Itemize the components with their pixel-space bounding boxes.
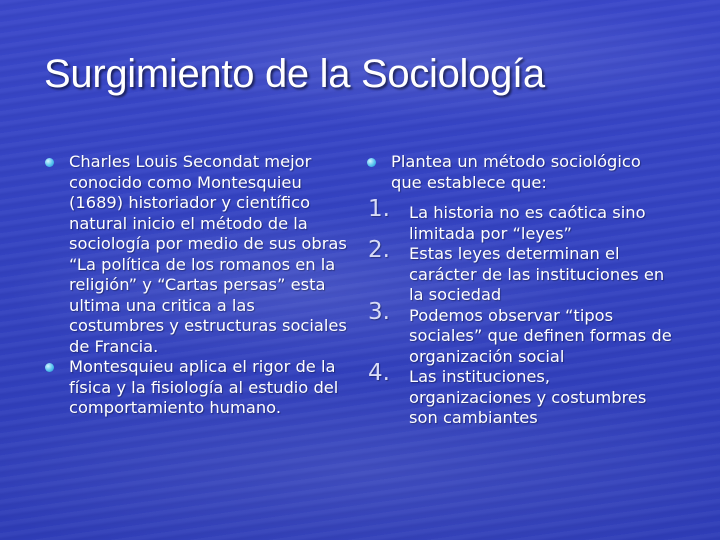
bullet-dot-icon bbox=[367, 158, 376, 167]
left-bullet-list bbox=[44, 152, 354, 419]
right-bullet-list bbox=[366, 152, 676, 193]
item-number: 2. bbox=[368, 237, 390, 263]
bullet-montesquieu-intro bbox=[44, 152, 354, 357]
bullet-dot-icon bbox=[45, 363, 54, 372]
numbered-item bbox=[366, 360, 676, 429]
item-text: Las instituciones, organizaciones y costumbres son cambiantes bbox=[409, 367, 647, 427]
bullet-text: Montesquieu aplica el rigor de la física y la fisiología al estudio del comportamiento humano. bbox=[69, 357, 339, 417]
bullet-montesquieu-rigor bbox=[44, 357, 354, 419]
numbered-list bbox=[366, 196, 676, 429]
bullet-text: Plantea un método sociológico que establece que: bbox=[391, 152, 641, 192]
slide-title: Surgimiento de la Sociología bbox=[44, 52, 545, 96]
item-text: Estas leyes determinan el carácter de las instituciones en la sociedad bbox=[409, 244, 665, 304]
right-column bbox=[366, 152, 676, 429]
numbered-item bbox=[366, 298, 676, 368]
item-text: La historia no es caótica sino limitada por “leyes” bbox=[409, 203, 646, 243]
numbered-item bbox=[366, 196, 676, 244]
left-column bbox=[44, 152, 354, 419]
item-text: Podemos observar “tipos sociales” que definen formas de organización social bbox=[409, 305, 672, 366]
bullet-method-intro bbox=[366, 152, 676, 193]
bullet-text: Charles Louis Secondat mejor conocido como Montesquieu (1689) historiador y científico natural inicio el método de la sociología por medio de sus obras “La política de los romanos en la religión” y “Cartas persas” esta ultima una critica a las costumbres y estructuras sociales de Francia. bbox=[69, 152, 347, 356]
item-number: 3. bbox=[368, 298, 390, 325]
numbered-item bbox=[366, 237, 676, 306]
item-number: 4. bbox=[368, 360, 390, 386]
item-number: 1. bbox=[368, 196, 390, 222]
bullet-dot-icon bbox=[45, 158, 54, 167]
